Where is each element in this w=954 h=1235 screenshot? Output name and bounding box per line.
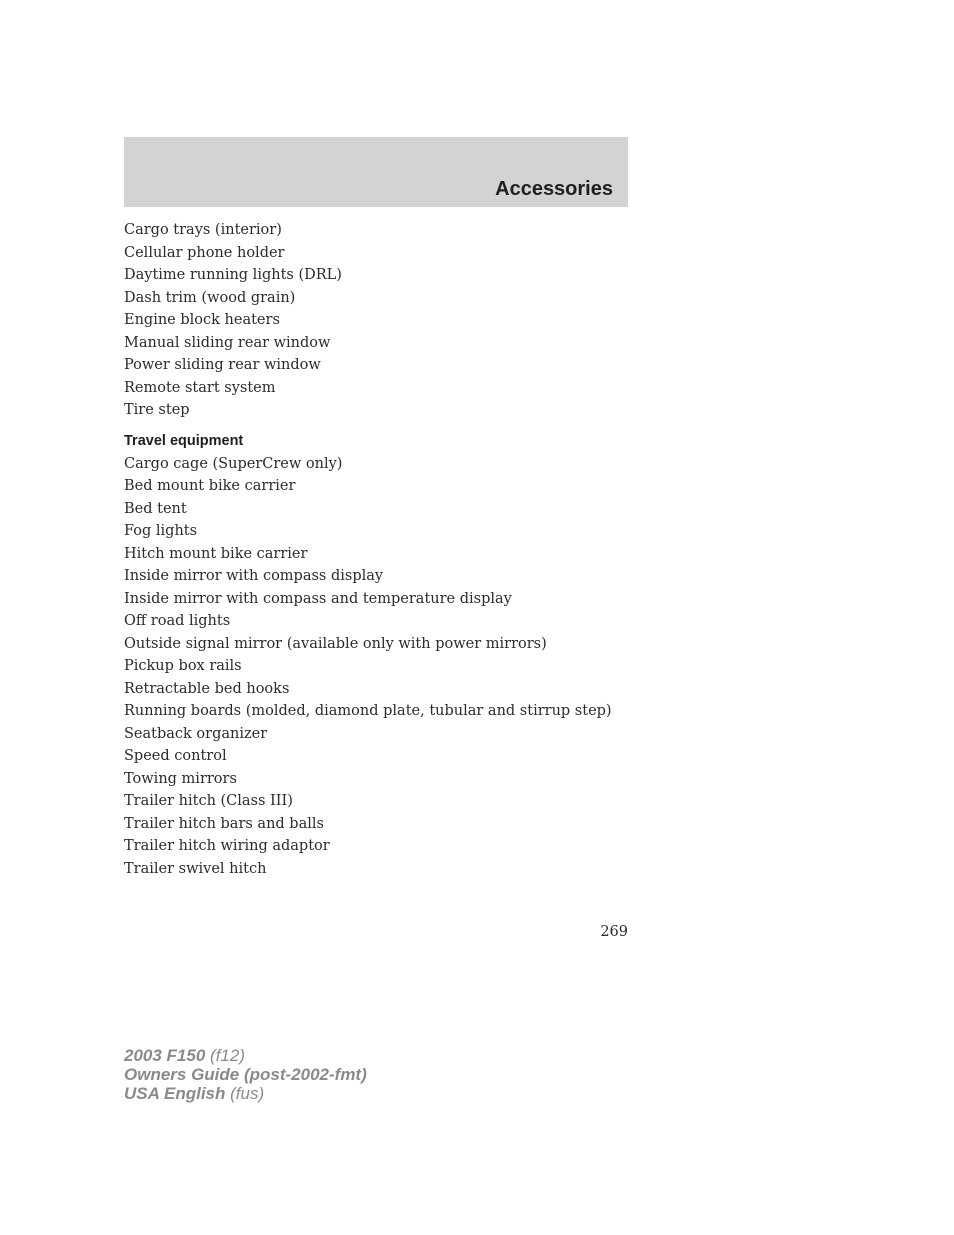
list-item: Cargo cage (SuperCrew only) xyxy=(124,455,343,472)
list-item: Seatback organizer xyxy=(124,725,268,742)
list-item: Retractable bed hooks xyxy=(124,680,290,697)
list-item: Bed mount bike carrier xyxy=(124,478,296,494)
footer-guide-line xyxy=(124,1065,367,1084)
list-item: Bed tent xyxy=(124,500,187,517)
list-item: Cellular phone holder xyxy=(124,244,285,261)
footer-language-code: (fus) xyxy=(230,1084,265,1103)
accessory-list xyxy=(124,219,644,422)
section-header-band xyxy=(124,137,628,207)
list-item: Tire step xyxy=(124,402,190,418)
list-item: Cargo trays (interior) xyxy=(124,222,282,238)
footer-model-line xyxy=(124,1046,367,1065)
list-item: Towing mirrors xyxy=(124,770,237,787)
list-item: Speed control xyxy=(124,748,227,764)
footer-model: 2003 F150 xyxy=(124,1046,206,1065)
list-item: Trailer hitch wiring adaptor xyxy=(124,838,330,854)
list-item: Remote start system xyxy=(124,379,276,396)
list-item: Inside mirror with compass display xyxy=(124,568,384,584)
page-number: 269 xyxy=(600,924,628,940)
list-item: Trailer hitch bars and balls xyxy=(124,815,324,832)
list-item: Dash trim (wood grain) xyxy=(124,289,296,306)
travel-equipment-heading: Travel equipment xyxy=(124,432,244,449)
footer-language-line xyxy=(124,1084,367,1103)
list-item: Running boards (molded, diamond plate, tubular and stirrup step) xyxy=(124,703,612,719)
document-footer xyxy=(124,1046,367,1103)
list-item: Engine block heaters xyxy=(124,312,280,328)
list-item: Off road lights xyxy=(124,613,231,629)
list-item: Hitch mount bike carrier xyxy=(124,545,308,562)
list-item: Trailer hitch (Class III) xyxy=(124,793,293,809)
travel-equipment-list xyxy=(124,453,644,881)
list-item: Power sliding rear window xyxy=(124,357,321,373)
page-content xyxy=(124,219,644,880)
footer-guide: Owners Guide (post-2002-fmt) xyxy=(124,1065,367,1084)
list-item: Manual sliding rear window xyxy=(124,334,331,351)
list-item: Pickup box rails xyxy=(124,658,242,674)
list-item: Trailer swivel hitch xyxy=(124,860,267,877)
section-title: Accessories xyxy=(495,178,613,200)
footer-language: USA English xyxy=(124,1084,226,1103)
list-item: Inside mirror with compass and temperature display xyxy=(124,590,512,607)
list-item: Outside signal mirror (available only with power mirrors) xyxy=(124,635,547,652)
footer-model-code: (f12) xyxy=(210,1046,245,1065)
list-item: Daytime running lights (DRL) xyxy=(124,267,342,283)
list-item: Fog lights xyxy=(124,523,198,539)
